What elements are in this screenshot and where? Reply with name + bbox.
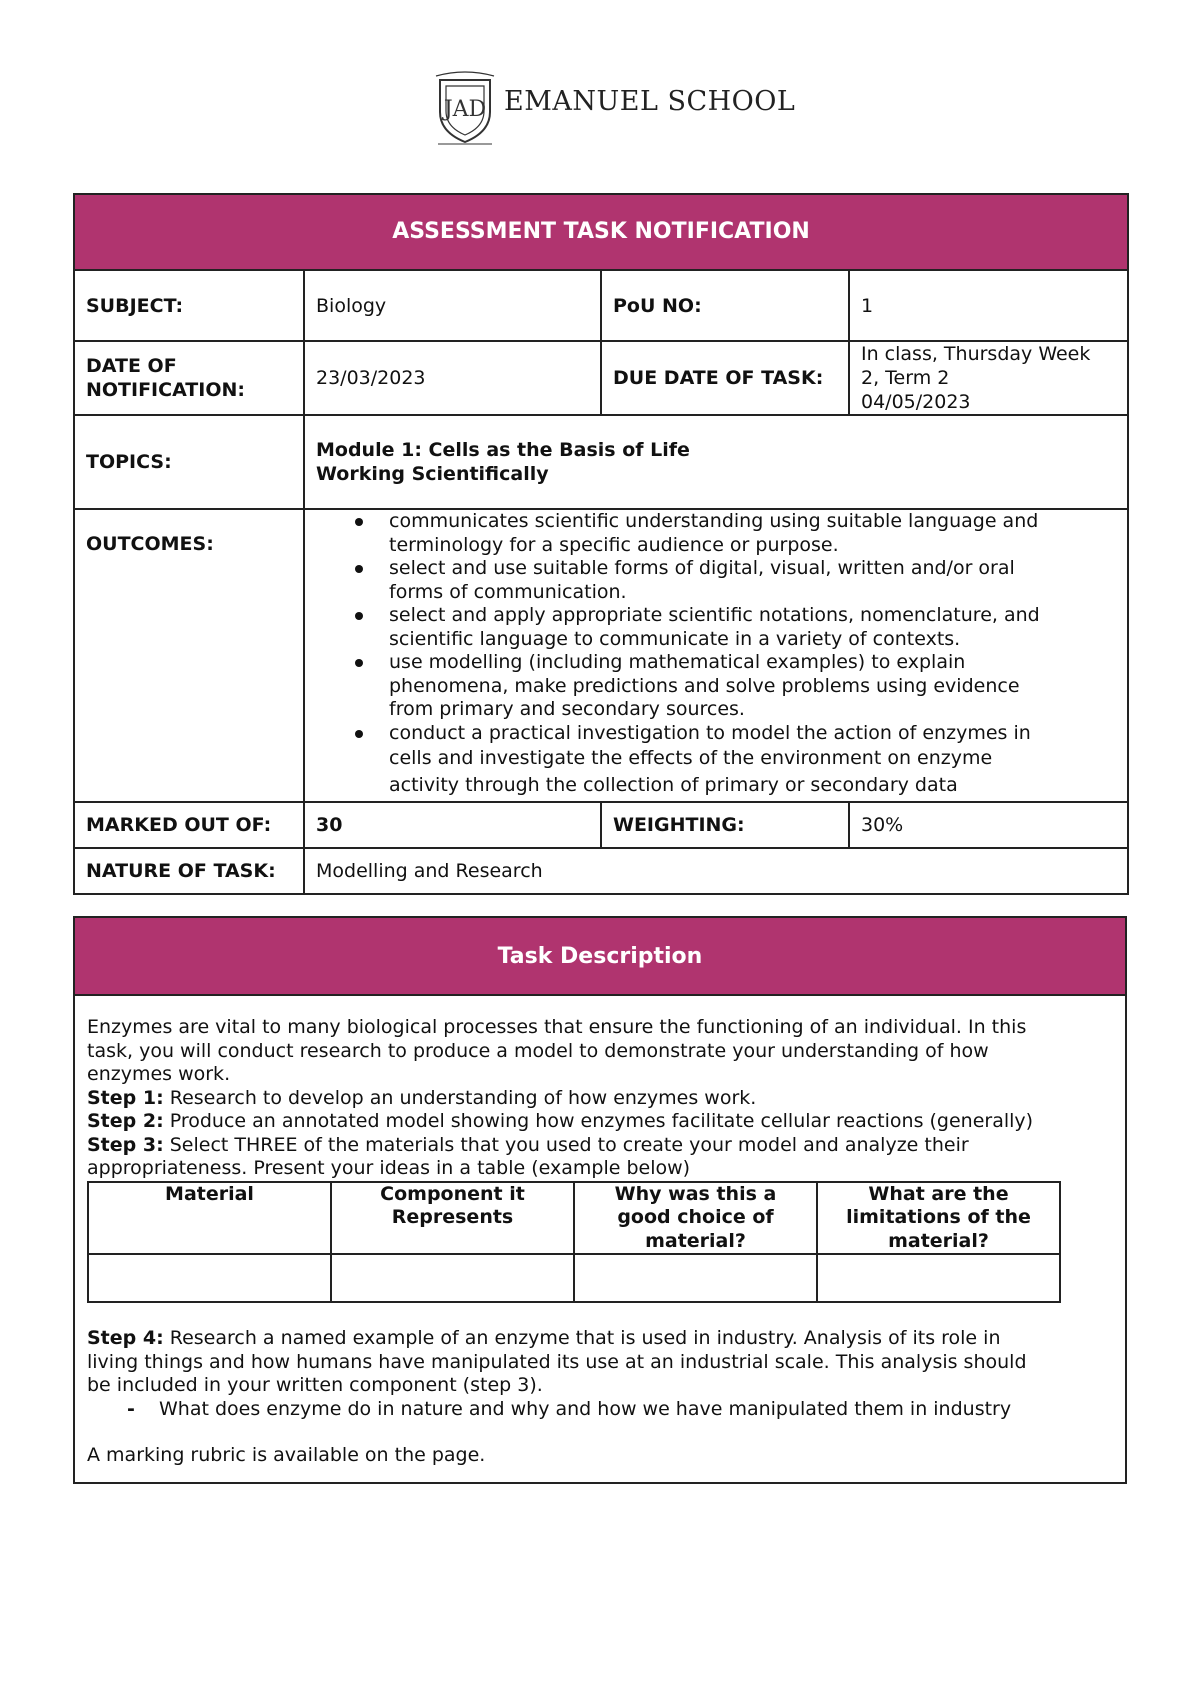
topic-item: Working Scientifically: [316, 463, 549, 485]
assessment-notification-table: [73, 193, 1129, 895]
subject-label: SUBJECT:: [74, 270, 304, 341]
good-choice-col-header: [574, 1182, 817, 1255]
outcomes-list: [305, 510, 1121, 799]
outcome-item: [317, 651, 1121, 722]
due-date-line: In class, Thursday Week: [861, 343, 1091, 365]
notification-date-value: 23/03/2023: [304, 341, 601, 415]
materials-example-table: [87, 1181, 1061, 1304]
col-header-line: Component it: [380, 1182, 525, 1205]
notification-date-label-line: NOTIFICATION:: [86, 379, 245, 401]
dash-marker: -: [127, 1397, 135, 1420]
notification-date-label-line: DATE OF: [86, 355, 177, 377]
outcome-line: phenomena, make predictions and solve problems using evidence: [389, 674, 1020, 697]
col-header-line: What are the: [868, 1182, 1009, 1205]
step-1: [87, 1087, 1115, 1111]
outcome-line: use modelling (including mathematical examples) to explain: [389, 651, 966, 673]
outcomes-cell: [304, 509, 1128, 802]
step-3-text: Select THREE of the materials that you used to create your model and analyze their: [163, 1133, 969, 1156]
step-4-text: Research a named example of an enzyme that is used in industry. Analysis of its role in: [163, 1327, 1001, 1349]
outcomes-label: OUTCOMES:: [74, 509, 304, 802]
pou-value: 1: [849, 270, 1128, 341]
spacer: [87, 1303, 1115, 1327]
svg-text:JAD: JAD: [443, 97, 487, 122]
topics-label: TOPICS:: [74, 415, 304, 509]
component-col-header: [331, 1182, 574, 1255]
materials-empty-cell: [88, 1254, 331, 1302]
pou-label: PoU NO:: [601, 270, 849, 341]
outcome-item: [317, 557, 1121, 604]
materials-col-header: [88, 1182, 331, 1255]
limitations-col-header: [817, 1182, 1060, 1255]
outcome-line: select and use suitable forms of digital, visual, written and/or oral: [389, 557, 1015, 579]
topics-value: [304, 415, 1128, 509]
due-date-line: 2, Term 2: [861, 367, 950, 389]
col-header-line: material?: [888, 1229, 989, 1252]
task-description-table: [73, 916, 1127, 1484]
outcome-line: cells and investigate the effects of the environment on enzyme: [389, 747, 993, 769]
school-crest-icon: [432, 70, 498, 148]
notification-header: ASSESSMENT TASK NOTIFICATION: [74, 194, 1128, 270]
task-description-body: [74, 995, 1126, 1483]
outcome-item: [317, 510, 1121, 557]
outcome-item: [317, 604, 1121, 651]
topic-item: Module 1: Cells as the Basis of Life: [316, 439, 690, 461]
outcome-line: select and apply appropriate scientific notations, nomenclature, and: [389, 604, 1040, 626]
marked-out-of-value: 30: [304, 802, 601, 848]
outcome-line: activity through the collection of primary or secondary data: [389, 774, 958, 796]
col-header-line: Why was this a: [614, 1182, 777, 1205]
col-header-line: Material: [165, 1182, 254, 1205]
subject-value: Biology: [304, 270, 601, 341]
marked-out-of-label: MARKED OUT OF:: [74, 802, 304, 848]
step-1-label: Step 1:: [87, 1086, 164, 1109]
intro-line: Enzymes are vital to many biological processes that ensure the functioning of an individual. In this: [87, 1016, 1027, 1038]
good-choice-empty-cell: [574, 1254, 817, 1302]
rubric-note: A marking rubric is available on the page.: [87, 1444, 486, 1466]
outcome-line: from primary and secondary sources.: [389, 698, 745, 720]
limitations-empty-cell: [817, 1254, 1060, 1302]
due-date-label: DUE DATE OF TASK:: [601, 341, 849, 415]
school-logo: [432, 70, 796, 150]
step-2-label: Step 2:: [87, 1110, 164, 1132]
step-2: [87, 1110, 1115, 1134]
step-4-sub-item: [87, 1398, 1115, 1422]
nature-of-task-value: Modelling and Research: [304, 848, 1128, 894]
intro-line: task, you will conduct research to produce a model to demonstrate your understanding of how: [87, 1039, 989, 1062]
weighting-value: 30%: [849, 802, 1128, 848]
step-3: [87, 1134, 1115, 1158]
col-header-line: limitations of the: [846, 1206, 1031, 1228]
due-date-value: [849, 341, 1128, 415]
col-header-line: material?: [645, 1229, 746, 1252]
step-4-line: living things and how humans have manipulated its use at an industrial scale. This analysis should: [87, 1350, 1027, 1373]
col-header-line: good choice of: [617, 1206, 774, 1228]
step-3-label: Step 3:: [87, 1133, 164, 1156]
school-name: EMANUEL SCHOOL: [504, 86, 796, 117]
col-header-line: Represents: [391, 1206, 514, 1228]
component-empty-cell: [331, 1254, 574, 1302]
step-2-text: Produce an annotated model showing how enzymes facilitate cellular reactions (generally): [163, 1110, 1034, 1132]
step-4: [87, 1327, 1115, 1351]
sub-item-text: What does enzyme do in nature and why and how we have manipulated them in industry: [159, 1397, 1012, 1420]
task-description-header: Task Description: [74, 917, 1126, 995]
outcome-line: conduct a practical investigation to model the action of enzymes in: [389, 721, 1031, 744]
step-3-continued: appropriateness. Present your ideas in a table (example below): [87, 1157, 691, 1179]
step-4-label: Step 4:: [87, 1327, 164, 1349]
nature-of-task-label: NATURE OF TASK:: [74, 848, 304, 894]
outcome-line: communicates scientific understanding using suitable language and: [389, 510, 1039, 532]
intro-line: enzymes work.: [87, 1063, 231, 1085]
outcome-item: [317, 722, 1121, 800]
outcome-line: forms of communication.: [389, 580, 627, 603]
outcome-line: scientific language to communicate in a variety of contexts.: [389, 627, 961, 650]
weighting-label: WEIGHTING:: [601, 802, 849, 848]
step-1-text: Research to develop an understanding of how enzymes work.: [163, 1086, 757, 1109]
outcome-line: terminology for a specific audience or purpose.: [389, 533, 839, 556]
step-4-line: be included in your written component (step 3).: [87, 1374, 543, 1396]
spacer: [87, 1421, 1115, 1444]
notification-date-label: [74, 341, 304, 415]
due-date-line: 04/05/2023: [861, 391, 971, 413]
